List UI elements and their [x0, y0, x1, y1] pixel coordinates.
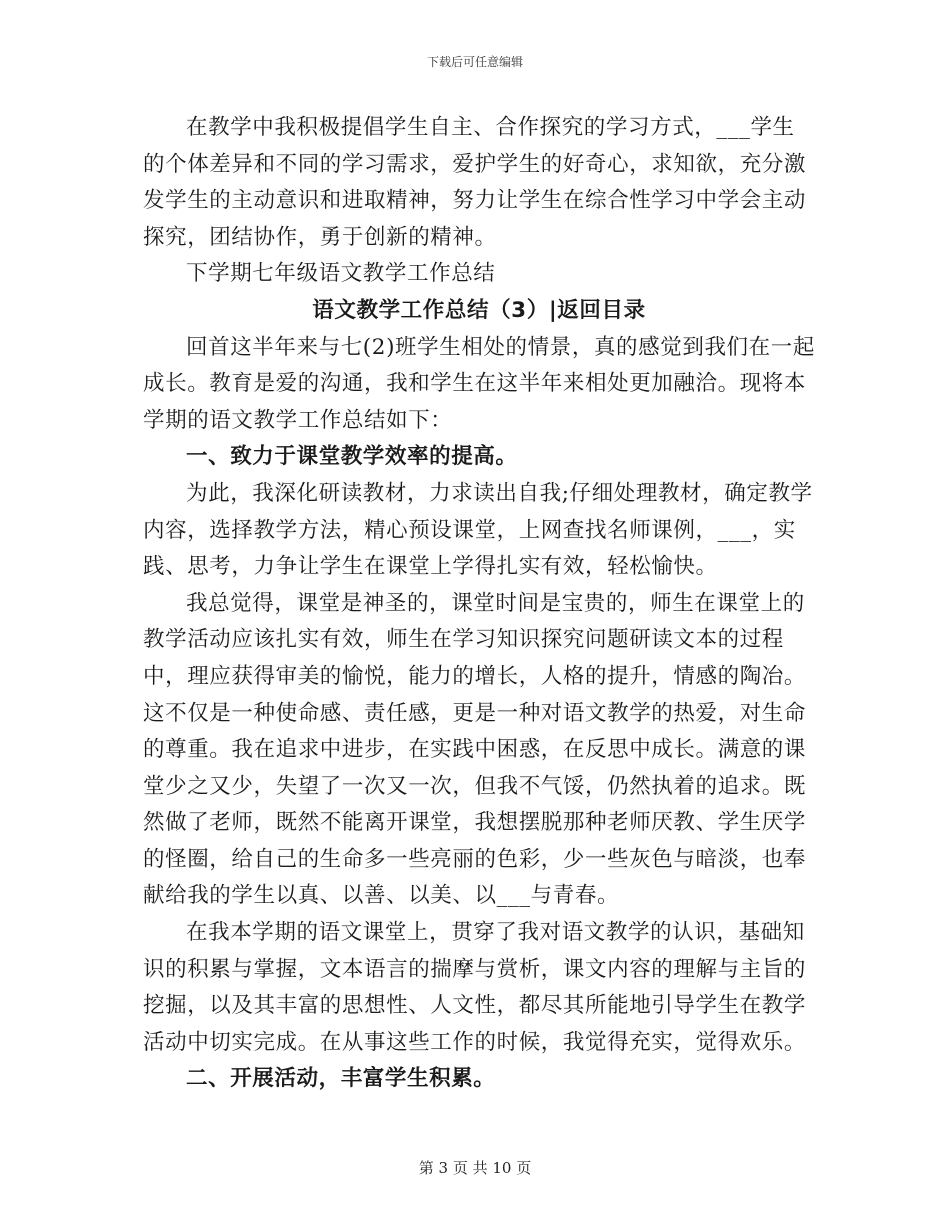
heading-1: 一、致力于课堂教学效率的提高。	[186, 444, 518, 470]
page-footer-number: 第 3 页 共 10 页	[418, 1159, 532, 1177]
section-title[interactable]: 语文教学工作总结（3）|返回目录	[312, 297, 646, 323]
paragraph-6: 在我本学期的语文课堂上，贯穿了我对语文教学的认识，基础知识的积累与掌握，文本语言的揣摩与赏析，课文内容的理解与主旨的挖掘，以及其丰富的思想性、人文性，都尽其所能地引导学生在教学活动中切实完成。在从事这些工作的时候，我觉得充实，觉得欢乐。	[143, 920, 807, 1055]
document-body	[143, 110, 815, 1098]
paragraph-5: 我总觉得，课堂是神圣的，课堂时间是宝贵的，师生在课堂上的教学活动应该扎实有效，师生在学习知识探究问题研读文本的过程中，理应获得审美的愉悦，能力的增长，人格的提升，情感的陶冶。这不仅是一种使命感、责任感，更是一种对语文教学的热爱，对生命的尊重。我在追求中进步，在实践中困惑，在反思中成长。满意的课堂少之又少，失望了一次又一次，但我不气馁，仍然执着的追求。既然做了老师，既然不能离开课堂，我想摆脱那种老师厌教、学生厌学的怪圈，给自己的生命多一些亮丽的色彩，少一些灰色与暗淡，也奉献给我的学生以真、以善、以美、以___与青春。	[143, 590, 807, 909]
paragraph-4: 为此，我深化研读教材，力求读出自我;仔细处理教材，确定教学内容，选择教学方法，精心预设课堂，上网查找名师课例，___，实践、思考，力争让学生在课堂上学得扎实有效，轻松愉快。	[143, 480, 813, 580]
paragraph-1: 在教学中我积极提倡学生自主、合作探究的学习方式，___学生的个体差异和不同的学习需求，爱护学生的好奇心，求知欲，充分激发学生的主动意识和进取精神，努力让学生在综合性学习中学会主动探究，团结协作，勇于创新的精神。	[143, 115, 807, 250]
paragraph-3: 回首这半年来与七(2)班学生相处的情景，真的感觉到我们在一起成长。教育是爱的沟通，我和学生在这半年来相处更加融洽。现将本学期的语文教学工作总结如下：	[143, 334, 815, 433]
heading-2: 二、开展活动，丰富学生积累。	[186, 1066, 496, 1092]
paragraph-2: 下学期七年级语文教学工作总结	[186, 261, 496, 287]
page-header-note: 下载后可任意编辑	[426, 55, 523, 69]
